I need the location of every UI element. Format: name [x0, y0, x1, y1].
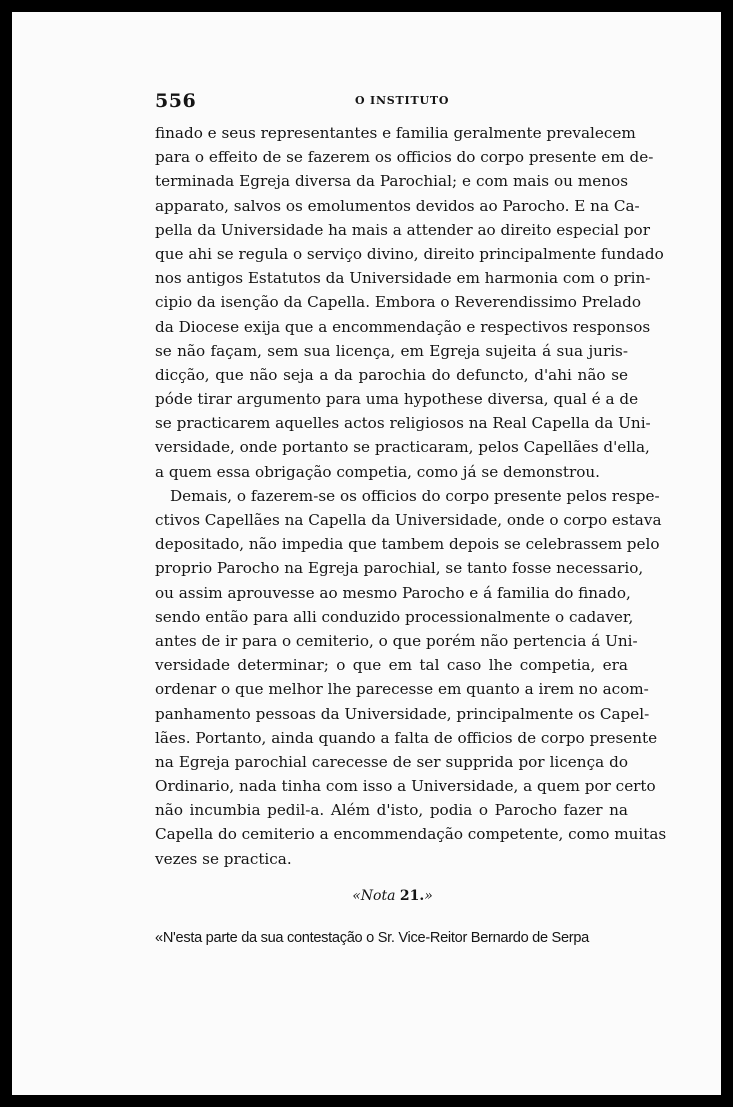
text-line: proprio Parocho na Egreja parochial, se tanto fosse necessario, [155, 559, 644, 578]
text-line: pella da Universidade ha mais a attender ao direito especial por [155, 220, 650, 239]
text-line: panhamento pessoas da Universidade, principalmente os Capel- [155, 704, 650, 723]
text-line: para o effeito de se fazerem os officios do corpo presente em de- [155, 148, 654, 167]
text-line: da Diocese exija que a encommendação e respectivos responsos [155, 317, 651, 336]
note-close-quote: » [424, 888, 433, 904]
text-line: ordenar o que melhor lhe parecesse em quanto a irem no acom- [155, 680, 649, 699]
text-line: póde tirar argumento para uma hypothese diversa, qual é a de [155, 390, 639, 409]
note-quote-line: «N'esta parte da sua contestação o Sr. Vice-Reitor Bernardo de Serpa [155, 930, 589, 946]
paragraph-last-line: a quem essa obrigação competia, como já se demonstrou. [155, 462, 600, 481]
running-head: O INSTITUTO [355, 94, 450, 107]
text-line: se practicarem aquelles actos religiosos na Real Capella da Uni- [155, 414, 651, 433]
text-line: Ordinario, nada tinha com isso a Universidade, a quem por certo [155, 777, 656, 796]
text-line: sendo então para alli conduzido processionalmente o cadaver, [155, 607, 634, 626]
text-line: versidade determinar; o que em tal caso lhe competia, era [155, 656, 628, 675]
note-number: 21. [399, 888, 425, 904]
text-line: antes de ir para o cemiterio, o que porém não pertencia á Uni- [155, 631, 638, 650]
note-label: Nota [360, 888, 396, 904]
text-line: Capella do cemiterio a encommendação competente, como muitas [155, 825, 667, 844]
text-line: ou assim aprouvesse ao mesmo Parocho e á familia do finado, [155, 583, 631, 602]
text-line: nos antigos Estatutos da Universidade em harmonia com o prin- [155, 269, 651, 288]
text-line: cipio da isenção da Capella. Embora o Reverendissimo Prelado [155, 293, 642, 312]
note-open-quote: « [352, 888, 361, 904]
text-line: dicção, que não seja a da parochia do defuncto, d'ahi não se [155, 365, 628, 384]
text-line: se não façam, sem sua licença, em Egreja sujeita á sua juris- [155, 341, 628, 360]
paragraph-last-line: vezes se practica. [155, 849, 292, 868]
text-line: lães. Portanto, ainda quando a falta de officios de corpo presente [155, 728, 658, 747]
text-line: terminada Egreja diversa da Parochial; e com mais ou menos [155, 172, 628, 191]
text-line: apparato, salvos os emolumentos devidos ao Parocho. E na Ca- [155, 196, 640, 215]
text-line: versidade, onde portanto se practicaram, pelos Capellães d'ella, [155, 438, 650, 457]
text-line: na Egreja parochial carecesse de ser supprida por licença do [155, 752, 628, 771]
page-header [155, 90, 630, 112]
text-line: finado e seus representantes e familia geralmente prevalecem [155, 124, 636, 142]
text-line: ctivos Capellães na Capella da Universidade, onde o corpo estava [155, 511, 662, 529]
page-number: 556 [155, 90, 197, 112]
text-line: que ahi se regula o serviço divino, direito principalmente fundado [155, 244, 664, 263]
text-line: não incumbia pedil-a. Além d'isto, podia o Parocho fazer na [155, 801, 628, 820]
note-heading [155, 884, 630, 908]
text-line: depositado, não impedia que tambem depois se celebrassem pelo [155, 535, 660, 554]
paragraph-first-line: Demais, o fazerem-se os officios do corpo presente pelos respe- [170, 486, 660, 505]
body-text [155, 121, 667, 871]
